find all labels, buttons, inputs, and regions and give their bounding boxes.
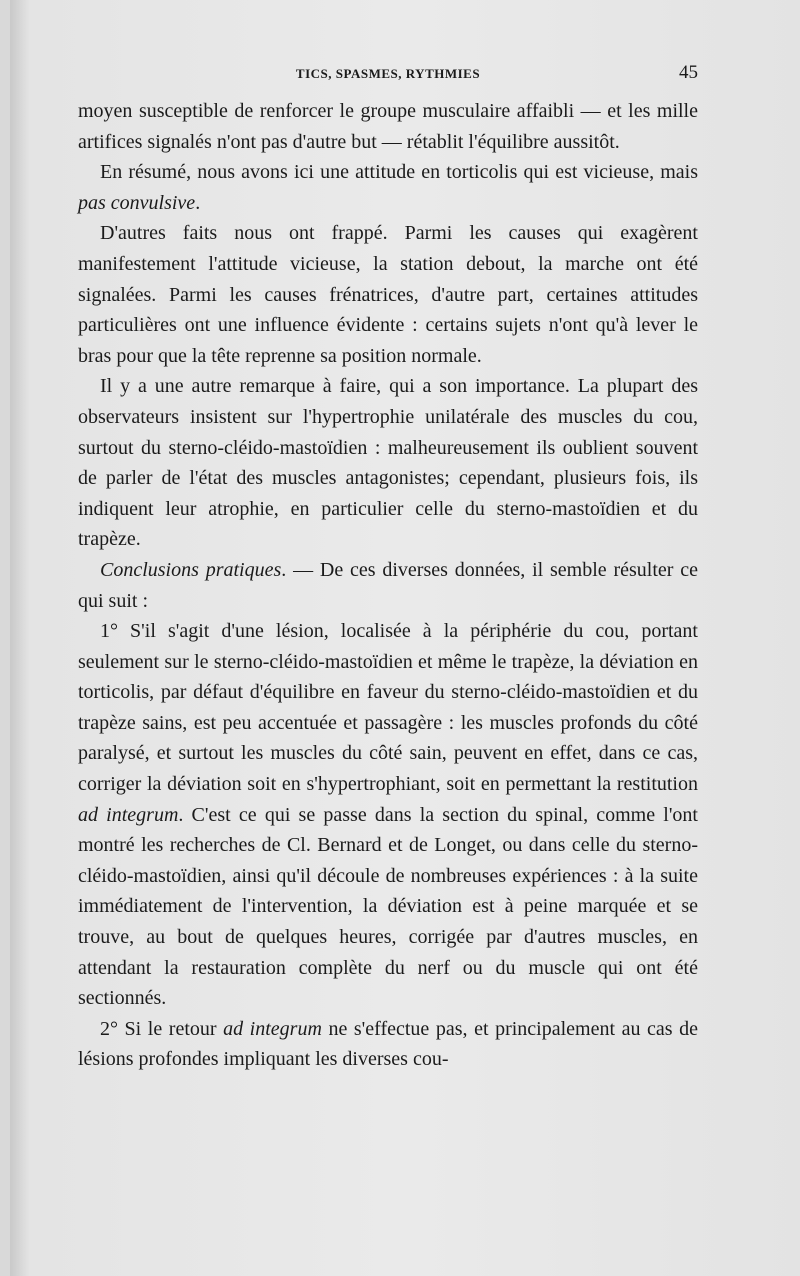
paragraph-text: Il y a une autre remarque à faire, qui a son importance. La plupart des observateurs insistent sur l'hypertrophie unilatérale des muscles du cou, surtout du sterno-cléido-mastoïdien : malheureusement ils oublient souvent de parler de l'état des muscles antagonistes; cependant, plusieurs fois, ils indiquent leur atrophie, en particulier celle du sterno-mastoïdien et du trapèze. [78,375,698,551]
paragraph-text: 1° S'il s'agit d'une lésion, localisée à la périphérie du cou, portant seulement sur le sterno-cléido-mastoïdien et même le trapèze, la déviation en torticolis, par défaut d'équilibre en faveur du sterno-cléido-mastoïdien et du trapèze sains, est peu accentuée et passagère : les muscles profonds du côté paralysé, et surtout les muscles du côté sain, peuvent en effet, dans ce cas, corriger la déviation soit en s'hypertrophiant, soit en permettant la restitution [78,620,698,796]
emphasis-text: Conclusions pratiques [100,558,282,581]
running-title: TICS, SPASMES, RYTHMIES [295,66,481,81]
page-header [78,62,698,86]
paragraph-text: D'autres faits nous ont frappé. Parmi les causes qui exagèrent manifestement l'attitude vicieuse, la station debout, la marche ont été signalées. Parmi les causes frénatrices, d'autre part, certaines attitudes particulières ont une influence évidente : certains sujets n'ont qu'à lever le bras pour que la tête reprenne sa position normale. [78,222,698,367]
paragraph [78,96,698,157]
paragraph [78,218,698,371]
paragraph-text: . [195,191,201,214]
paragraph-text: . C'est ce qui se passe dans la section du spinal, comme l'ont montré les recherches de Cl. Bernard et de Longet, ou dans celle du sterno-cléido-mastoïdien, ainsi qu'il découle de nombreuses expériences : à la suite immédiatement de l'intervention, la déviation est à peine marquée et se trouve, au bout de quelques heures, corrigée par d'autres muscles, en attendant la restauration complète du nerf ou du muscle qui ont été sectionnés. [78,803,698,1010]
paragraph-text: moyen susceptible de renforcer le groupe musculaire affaibli — et les mille artifices signalés n'ont pas d'autre but — rétablit l'équilibre aussitôt. [78,100,698,153]
paragraph-text: ne s'effectue pas, et principalement au cas de lésions profondes impliquant les diverses cou- [78,1017,698,1071]
emphasis-text: ad integrum [223,1017,322,1040]
page-number: 45 [679,62,698,83]
paragraph-text: En résumé, nous avons ici une attitude en torticolis qui est vicieuse, mais [100,161,698,184]
emphasis-text: ad integrum [78,803,179,826]
paragraph [78,555,698,616]
paragraph [78,1014,698,1075]
paragraph-text: 2° Si le retour [100,1017,224,1040]
paragraph [78,616,698,1014]
body-text [78,96,698,1075]
paragraph [78,371,698,555]
book-page [10,0,800,1276]
emphasis-text: pas convulsive [78,191,196,214]
paragraph-text: . — De ces diverses données, il semble résulter ce qui suit : [78,558,698,612]
paragraph [78,157,698,218]
